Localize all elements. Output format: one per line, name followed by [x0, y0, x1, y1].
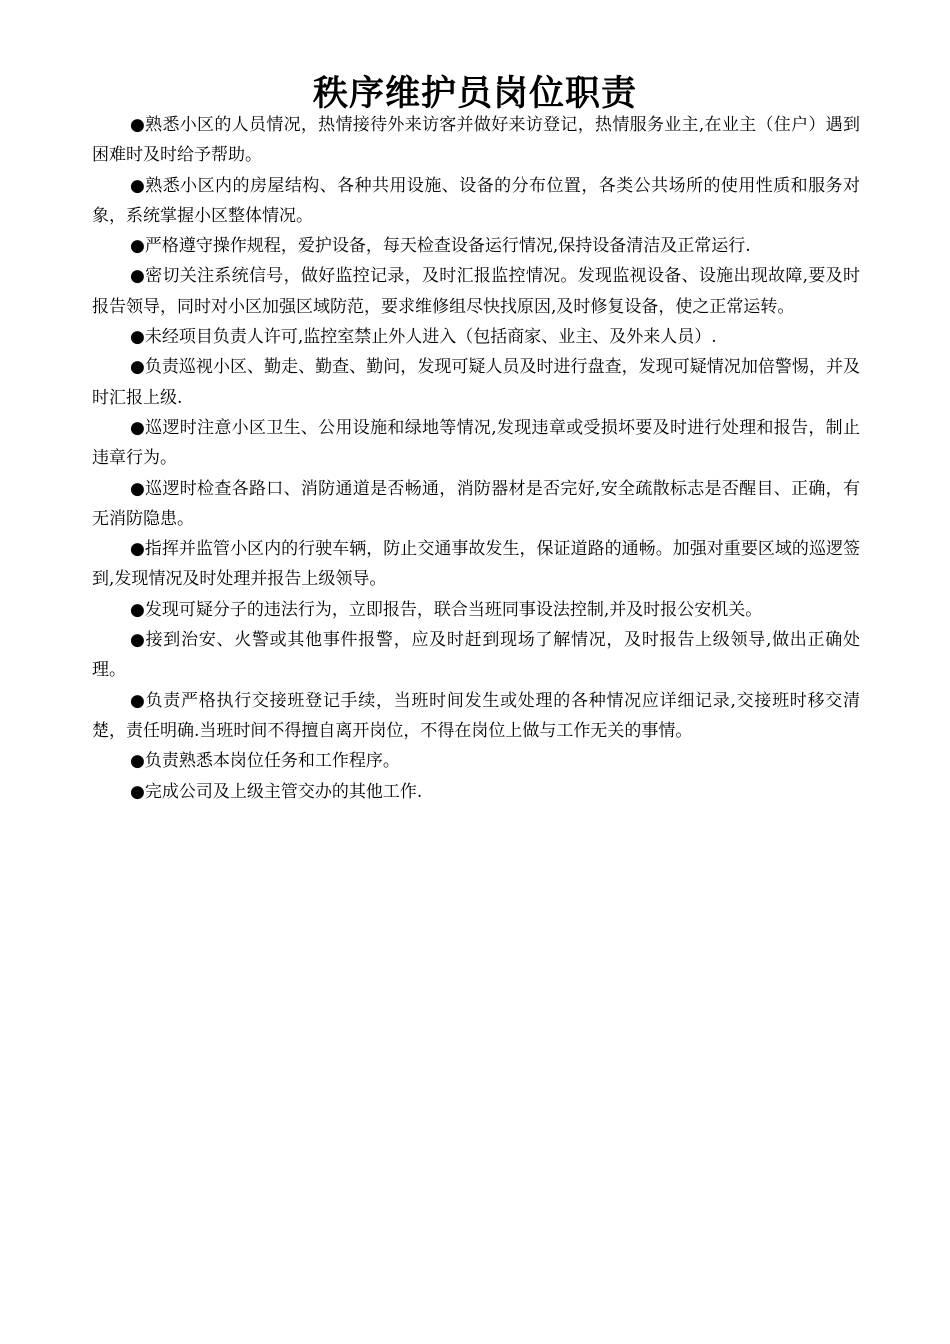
duty-item — [92, 777, 860, 807]
bullet-icon: ● — [130, 327, 145, 348]
duty-text: 熟悉小区的人员情况，热情接待外来访客并做好来访登记，热情服务业主,在业主（住户）遇到困难时及时给予帮助。 — [92, 115, 860, 166]
duty-text: 未经项目负责人许可,监控室禁止外人进入（包括商家、业主、及外来人员）. — [144, 327, 717, 348]
duty-item — [92, 231, 860, 261]
duty-item — [92, 595, 860, 625]
duty-text: 指挥并监管小区内的行驶车辆，防止交通事故发生，保证道路的通畅。加强对重要区域的巡逻签到,发现情况及时处理并报告上级领导。 — [92, 539, 861, 590]
duty-text: 发现可疑分子的违法行为，立即报告，联合当班同事设法控制,并及时报公安机关。 — [144, 599, 763, 620]
bullet-icon: ● — [130, 236, 145, 257]
duty-item — [92, 261, 860, 322]
duty-item — [92, 625, 860, 686]
duty-text: 密切关注系统信号，做好监控记录，及时汇报监控情况。发现监视设备、设施出现故障,要及时报告领导，同时对小区加强区域防范，要求维修组尽快找原因,及时修复设备，使之正常运转。 — [92, 266, 860, 317]
duty-text: 接到治安、火警或其他事件报警，应及时赶到现场了解情况，及时报告上级领导,做出正确处理。 — [92, 630, 860, 681]
bullet-icon: ● — [130, 266, 146, 287]
document-title: 秩序维护员岗位职责 — [312, 74, 637, 114]
duty-list — [92, 110, 860, 807]
duty-item — [92, 322, 860, 352]
duty-item — [92, 413, 860, 474]
duty-text: 严格遵守操作规程，爱护设备，每天检查设备运行情况,保持设备清洁及正常运行. — [144, 236, 751, 257]
bullet-icon: ● — [130, 690, 146, 711]
duty-text: 负责严格执行交接班登记手续，当班时间发生或处理的各种情况应详细记录,交接班时移交清楚，责任明确.当班时间不得擅自离开岗位，不得在岗位上做与工作无关的事情。 — [92, 690, 860, 741]
bullet-icon: ● — [130, 539, 145, 560]
duty-item — [92, 534, 860, 595]
duty-item — [92, 474, 860, 535]
bullet-icon: ● — [130, 417, 146, 438]
duty-text: 熟悉小区内的房屋结构、各种共用设施、设备的分布位置，各类公共场所的使用性质和服务对象，系统掌握小区整体情况。 — [92, 175, 860, 226]
duty-text: 负责巡视小区、勤走、勤查、勤问，发现可疑人员及时进行盘查，发现可疑情况加倍警惕，并及时汇报上级. — [92, 357, 861, 408]
duty-text: 巡逻时注意小区卫生、公用设施和绿地等情况,发现违章或受损坏要及时进行处理和报告，制止违章行为。 — [92, 417, 860, 469]
duty-item — [92, 686, 860, 747]
bullet-icon: ● — [130, 751, 145, 772]
duty-text: 完成公司及上级主管交办的其他工作. — [144, 781, 423, 802]
bullet-icon: ● — [130, 630, 146, 651]
bullet-icon: ● — [130, 478, 146, 499]
duty-text: 负责熟悉本岗位任务和工作程序。 — [144, 751, 400, 772]
bullet-icon: ● — [130, 781, 145, 802]
duty-item — [92, 171, 860, 232]
bullet-icon: ● — [130, 115, 146, 135]
duty-item — [92, 746, 860, 776]
duty-text: 巡逻时检查各路口、消防通道是否畅通，消防器材是否完好,安全疏散标志是否醒目、正确，有无消防隐患。 — [92, 478, 860, 529]
bullet-icon: ● — [130, 357, 145, 378]
bullet-icon: ● — [130, 175, 146, 196]
duty-item — [92, 352, 860, 413]
bullet-icon: ● — [130, 599, 145, 620]
duty-item — [92, 110, 860, 171]
